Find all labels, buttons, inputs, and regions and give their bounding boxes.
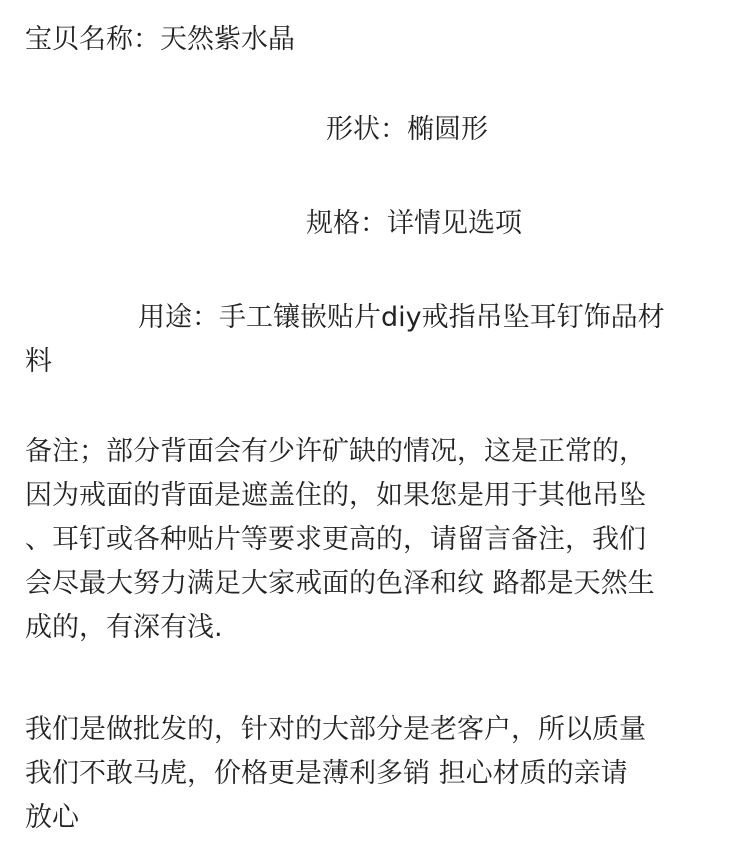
note-line: 成的，有深有浅. xyxy=(25,612,223,643)
wholesale-line: 我们不敢马虎，价格更是薄利多销 担心材质的亲请 xyxy=(25,758,628,789)
product-shape-line: 形状：椭圆形 xyxy=(326,114,488,145)
note-line: 备注；部分背面会有少许矿缺的情况，这是正常的， xyxy=(25,436,646,467)
wholesale-line: 我们是做批发的，针对的大部分是老客户，所以质量 xyxy=(25,714,646,745)
note-line: 会尽最大努力满足大家戒面的色泽和纹 路都是天然生 xyxy=(25,568,655,599)
note-line: 、耳钉或各种贴片等要求更高的，请留言备注，我们 xyxy=(25,524,646,555)
product-name-line: 宝贝名称：天然紫水晶 xyxy=(25,24,295,55)
note-line: 因为戒面的背面是遮盖住的，如果您是用于其他吊坠 xyxy=(25,480,646,511)
wholesale-line: 放心 xyxy=(25,802,79,833)
wholesale-paragraph xyxy=(25,708,725,840)
product-usage-line-continued: 料 xyxy=(25,346,52,377)
note-paragraph xyxy=(25,430,725,650)
product-usage-line: 用途：手工镶嵌贴片diy戒指吊坠耳钉饰品材 xyxy=(138,302,665,333)
product-spec-line: 规格：详情见选项 xyxy=(306,208,522,239)
